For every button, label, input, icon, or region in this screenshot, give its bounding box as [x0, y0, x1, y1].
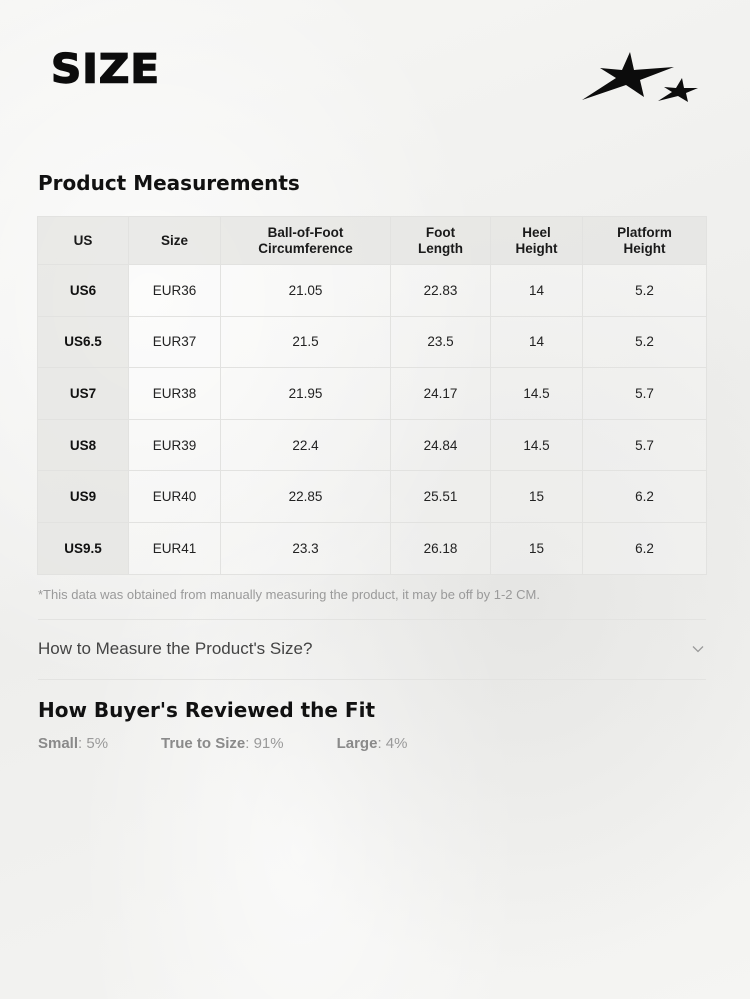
cell-platform-height: 6.2	[583, 471, 707, 523]
cell-foot-length: 26.18	[391, 522, 491, 574]
table-row	[38, 368, 707, 420]
cell-ball-of-foot: 21.5	[221, 316, 391, 368]
cell-us: US9	[38, 471, 129, 523]
fit-small: Small: 5%	[38, 735, 109, 752]
cell-us: US8	[38, 419, 129, 471]
cell-foot-length: 23.5	[391, 316, 491, 368]
cell-foot-length: 22.83	[391, 265, 491, 317]
table-header-row	[38, 217, 707, 265]
column-header: US	[38, 217, 129, 265]
cell-heel-height: 14.5	[491, 368, 583, 420]
column-header: Foot Length	[391, 217, 491, 265]
cell-heel-height: 15	[491, 522, 583, 574]
cell-us: US9.5	[38, 522, 129, 574]
cell-platform-height: 5.2	[583, 316, 707, 368]
column-header: Platform Height	[583, 217, 707, 265]
chevron-down-icon[interactable]	[692, 645, 704, 653]
column-header: Ball-of-Foot Circumference	[221, 217, 391, 265]
size-table	[37, 216, 707, 575]
divider	[38, 679, 706, 680]
cell-us: US6	[38, 265, 129, 317]
brand-logo: SIZE	[51, 45, 161, 92]
table-row	[38, 522, 707, 574]
measurement-disclaimer: *This data was obtained from manually measuring the product, it may be off by 1-2 CM.	[38, 587, 540, 602]
cell-foot-length: 24.17	[391, 368, 491, 420]
table-row	[38, 419, 707, 471]
cell-foot-length: 25.51	[391, 471, 491, 523]
cell-size: EUR40	[129, 471, 221, 523]
cell-platform-height: 5.7	[583, 419, 707, 471]
fit-large: Large: 4%	[336, 735, 408, 752]
cell-heel-height: 15	[491, 471, 583, 523]
cell-size: EUR39	[129, 419, 221, 471]
table-row	[38, 471, 707, 523]
cell-size: EUR37	[129, 316, 221, 368]
cell-ball-of-foot: 22.85	[221, 471, 391, 523]
cell-us: US7	[38, 368, 129, 420]
cell-platform-height: 5.2	[583, 265, 707, 317]
fit-summary	[38, 735, 460, 752]
section-title-measurements: Product Measurements	[38, 171, 300, 195]
cell-heel-height: 14	[491, 265, 583, 317]
fit-true-to-size: True to Size: 91%	[161, 735, 284, 752]
cell-heel-height: 14	[491, 316, 583, 368]
cell-ball-of-foot: 22.4	[221, 419, 391, 471]
cell-foot-length: 24.84	[391, 419, 491, 471]
cell-platform-height: 6.2	[583, 522, 707, 574]
cell-ball-of-foot: 23.3	[221, 522, 391, 574]
cell-us: US6.5	[38, 316, 129, 368]
cell-size: EUR41	[129, 522, 221, 574]
cell-platform-height: 5.7	[583, 368, 707, 420]
section-title-fit: How Buyer's Reviewed the Fit	[38, 698, 376, 722]
cell-heel-height: 14.5	[491, 419, 583, 471]
cell-size: EUR38	[129, 368, 221, 420]
how-to-measure-label: How to Measure the Product's Size?	[38, 639, 313, 658]
cell-ball-of-foot: 21.95	[221, 368, 391, 420]
cell-size: EUR36	[129, 265, 221, 317]
table-row	[38, 316, 707, 368]
table-row	[38, 265, 707, 317]
star-logo-icon	[578, 50, 700, 106]
column-header: Heel Height	[491, 217, 583, 265]
cell-ball-of-foot: 21.05	[221, 265, 391, 317]
how-to-measure-accordion[interactable]	[38, 620, 706, 678]
column-header: Size	[129, 217, 221, 265]
